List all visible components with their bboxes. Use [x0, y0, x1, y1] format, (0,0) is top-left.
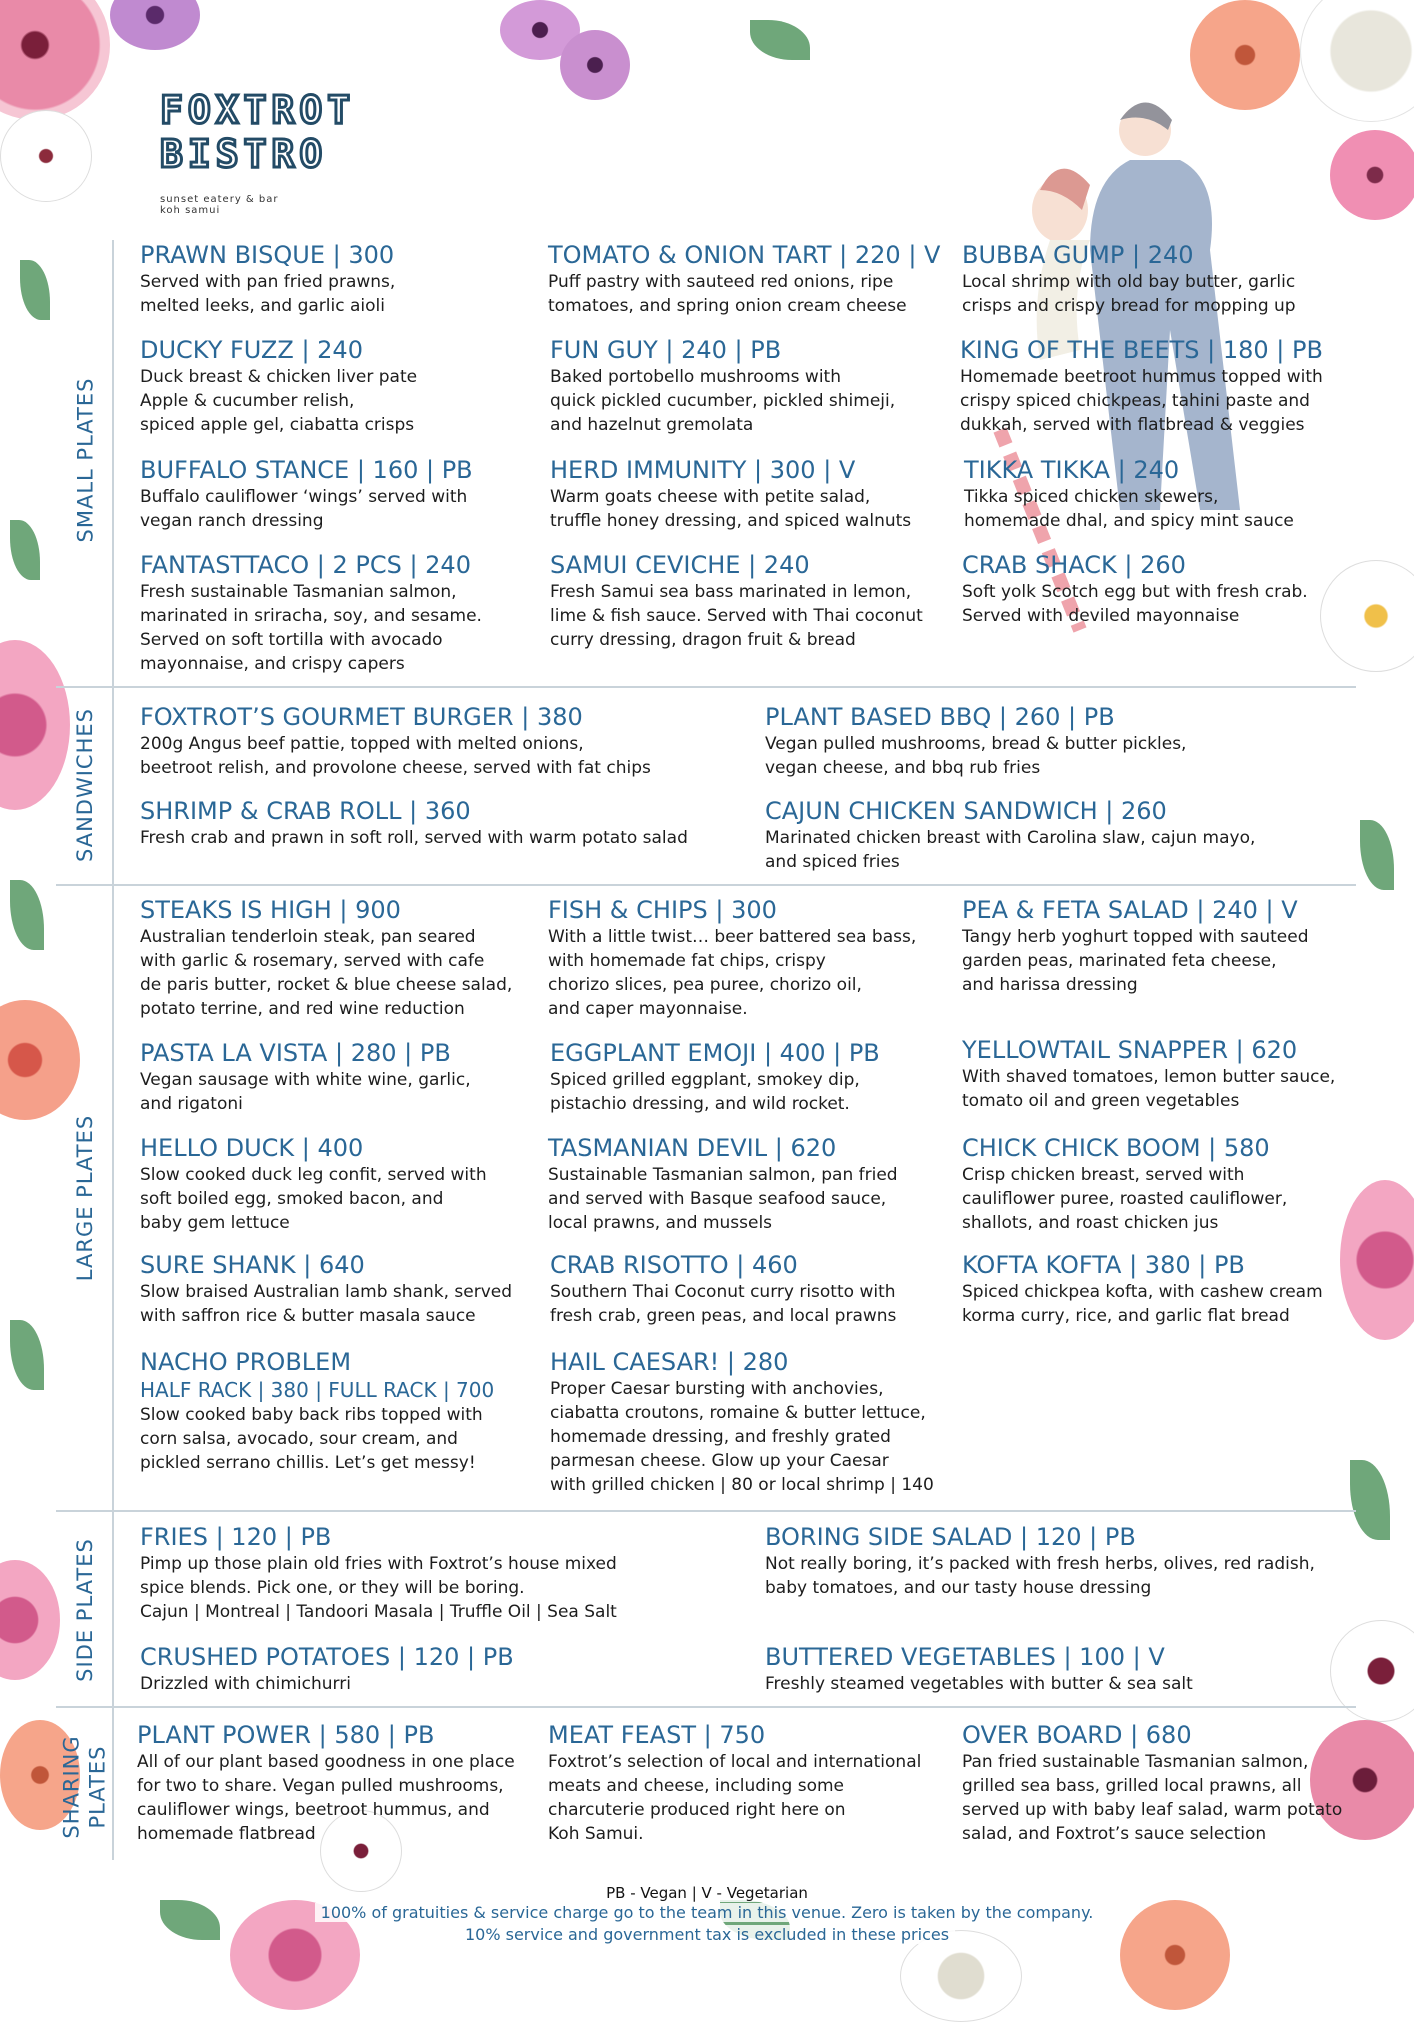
- item-description: Fresh crab and prawn in soft roll, served with warm potato salad: [140, 828, 688, 848]
- leaf-decoration: [20, 260, 50, 320]
- large-plates-label: LARGE PLATES: [73, 1114, 97, 1281]
- item-title: TASMANIAN DEVIL | 620: [548, 1134, 837, 1162]
- item-title: STEAKS IS HIGH | 900: [140, 896, 401, 924]
- item-title: BUFFALO STANCE | 160 | PB: [140, 456, 473, 484]
- item-description: Served with pan fried prawns, melted leeks, and garlic aioli: [140, 272, 396, 316]
- flower-decoration: [1340, 1180, 1414, 1340]
- flower-decoration: [1320, 560, 1414, 672]
- item-description: Vegan sausage with white wine, garlic, and rigatoni: [140, 1070, 471, 1114]
- item-description: Proper Caesar bursting with anchovies, ciabatta croutons, romaine & butter lettuce, homemade dressing, and freshly grated parmesan cheese. Glow up your Caesar with grilled chicken | 80 or local shrimp | 140: [550, 1379, 934, 1495]
- item-description: Not really boring, it’s packed with fresh herbs, olives, red radish, baby tomatoes, and our tasty house dressing: [765, 1554, 1315, 1598]
- menu-item: [962, 240, 1296, 318]
- item-description: Marinated chicken breast with Carolina slaw, cajun mayo, and spiced fries: [765, 828, 1256, 872]
- menu-item: [140, 1250, 512, 1328]
- menu-item: [765, 1522, 1315, 1600]
- item-description: Tangy herb yoghurt topped with sauteed garden peas, marinated feta cheese, and harissa dressing: [962, 927, 1309, 995]
- item-description: Fresh sustainable Tasmanian salmon, marinated in sriracha, soy, and sesame. Served on soft tortilla with avocado mayonnaise, and crispy capers: [140, 582, 482, 674]
- item-title: PRAWN BISQUE | 300: [140, 241, 395, 269]
- menu-item: [548, 240, 940, 318]
- item-title: EGGPLANT EMOJI | 400 | PB: [550, 1039, 880, 1067]
- menu-item: [550, 455, 911, 533]
- side-plates-label: SIDE PLATES: [73, 1538, 97, 1682]
- item-title: SURE SHANK | 640: [140, 1251, 365, 1279]
- item-title: BUTTERED VEGETABLES | 100 | V: [765, 1643, 1165, 1671]
- item-title: CRAB SHACK | 260: [962, 551, 1186, 579]
- menu-item: [140, 1642, 514, 1696]
- flower-decoration: [1300, 0, 1414, 122]
- menu-item: [140, 1038, 471, 1116]
- leaf-decoration: [10, 1320, 44, 1390]
- menu-item: [550, 335, 895, 437]
- item-title: CRUSHED POTATOES | 120 | PB: [140, 1643, 514, 1671]
- menu-item: [765, 702, 1186, 780]
- item-title: KING OF THE BEETS | 180 | PB: [960, 336, 1323, 364]
- item-description: Slow braised Australian lamb shank, served with saffron rice & butter masala sauce: [140, 1282, 513, 1326]
- item-description: Homemade beetroot hummus topped with crispy spiced chickpeas, tahini paste and dukkah, served with flatbread & veggies: [960, 367, 1323, 435]
- item-description: With a little twist… beer battered sea bass, with homemade fat chips, crispy chorizo slices, pea puree, chorizo oil, and caper mayonnaise.: [548, 927, 917, 1019]
- item-description: Southern Thai Coconut curry risotto with fresh crab, green peas, and local prawns: [550, 1282, 897, 1326]
- section-label-side-plates: [60, 1515, 110, 1705]
- menu-item: [140, 1522, 617, 1624]
- menu-footer: [0, 1884, 1414, 1946]
- section-label-sharing-plates: [60, 1712, 110, 1862]
- flower-decoration: [110, 0, 200, 50]
- item-title: MEAT FEAST | 750: [548, 1721, 766, 1749]
- flower-decoration: [0, 1560, 60, 1680]
- item-description: Drizzled with chimichurri: [140, 1674, 351, 1694]
- brand-name-line1: FOXTROT: [160, 88, 356, 132]
- menu-item: [140, 895, 512, 1021]
- leaf-decoration: [1360, 820, 1394, 890]
- item-description: Pan fried sustainable Tasmanian salmon, grilled sea bass, grilled local prawns, all served up with baby leaf salad, warm potato salad, and Foxtrot’s sauce selection: [962, 1752, 1343, 1844]
- item-description: Pimp up those plain old fries with Foxtrot’s house mixed spice blends. Pick one, or they will be boring. Cajun | Montreal | Tandoori Masala | Truffle Oil | Sea Salt: [140, 1554, 617, 1622]
- item-title: BORING SIDE SALAD | 120 | PB: [765, 1523, 1136, 1551]
- menu-item: [962, 1133, 1287, 1235]
- menu-item: [550, 1250, 896, 1328]
- item-description: Duck breast & chicken liver pate Apple & cucumber relish, spiced apple gel, ciabatta crisps: [140, 367, 418, 435]
- diet-legend: PB - Vegan | V - Vegetarian: [600, 1884, 814, 1902]
- leaf-decoration: [750, 20, 810, 60]
- section-divider: [56, 1510, 1356, 1512]
- item-title: SHRIMP & CRAB ROLL | 360: [140, 797, 471, 825]
- item-description: Vegan pulled mushrooms, bread & butter pickles, vegan cheese, and bbq rub fries: [765, 734, 1187, 778]
- flower-decoration: [560, 30, 630, 100]
- item-title: TOMATO & ONION TART | 220 | V: [548, 241, 941, 269]
- item-description: Fresh Samui sea bass marinated in lemon, lime & fish sauce. Served with Thai coconut curry dressing, dragon fruit & bread: [550, 582, 923, 650]
- item-title: DUCKY FUZZ | 240: [140, 336, 363, 364]
- item-title: FISH & CHIPS | 300: [548, 896, 777, 924]
- menu-item: [140, 335, 417, 437]
- item-title: CRAB RISOTTO | 460: [550, 1251, 798, 1279]
- item-subtitle: HALF RACK | 380 | FULL RACK | 700: [140, 1378, 495, 1402]
- menu-item: [548, 1720, 921, 1846]
- item-title: FUN GUY | 240 | PB: [550, 336, 782, 364]
- menu-item: [548, 1133, 898, 1235]
- item-title: YELLOWTAIL SNAPPER | 620: [962, 1036, 1298, 1064]
- item-description: Foxtrot’s selection of local and international meats and cheese, including some charcuterie produced right here on Koh Samui.: [548, 1752, 922, 1844]
- item-description: Freshly steamed vegetables with butter & sea salt: [765, 1674, 1193, 1694]
- item-description: Soft yolk Scotch egg but with fresh crab. Served with deviled mayonnaise: [962, 582, 1308, 626]
- item-description: Buffalo cauliflower ‘wings’ served with vegan ranch dressing: [140, 487, 468, 531]
- menu-item: [960, 335, 1323, 437]
- menu-item: [140, 550, 482, 676]
- menu-item: [550, 1038, 880, 1116]
- gratuity-note: 100% of gratuities & service charge go to the team in this venue. Zero is taken by the company.: [315, 1903, 1100, 1922]
- item-title: HERD IMMUNITY | 300 | V: [550, 456, 856, 484]
- item-title: OVER BOARD | 680: [962, 1721, 1192, 1749]
- item-title: CHICK CHICK BOOM | 580: [962, 1134, 1270, 1162]
- menu-item: [765, 1642, 1193, 1696]
- item-description: Local shrimp with old bay butter, garlic crisps and crispy bread for mopping up: [962, 272, 1296, 316]
- item-description: With shaved tomatoes, lemon butter sauce, tomato oil and green vegetables: [962, 1067, 1336, 1111]
- menu-item: [140, 796, 688, 850]
- item-description: Australian tenderloin steak, pan seared with garlic & rosemary, served with cafe de paris butter, rocket & blue cheese salad, potato terrine, and red wine reduction: [140, 927, 513, 1019]
- item-title: FOXTROT’S GOURMET BURGER | 380: [140, 703, 583, 731]
- tax-note: 10% service and government tax is excluded in these prices: [459, 1925, 955, 1944]
- item-description: Warm goats cheese with petite salad, truffle honey dressing, and spiced walnuts: [550, 487, 912, 531]
- flower-decoration: [1330, 130, 1414, 220]
- sharing-plates-label: [59, 1735, 111, 1838]
- item-title: CAJUN CHICKEN SANDWICH | 260: [765, 797, 1167, 825]
- brand-name-line2: BISTRO: [160, 132, 328, 176]
- item-description: Puff pastry with sauteed red onions, ripe tomatoes, and spring onion cream cheese: [548, 272, 907, 316]
- item-description: Baked portobello mushrooms with quick pickled cucumber, pickled shimeji, and hazelnut gremolata: [550, 367, 896, 435]
- item-description: Spiced chickpea kofta, with cashew cream korma curry, rice, and garlic flat bread: [962, 1282, 1323, 1326]
- section-divider: [56, 686, 1356, 688]
- item-title: HELLO DUCK | 400: [140, 1134, 364, 1162]
- brand-logo: [160, 88, 355, 216]
- item-title: FRIES | 120 | PB: [140, 1523, 332, 1551]
- menu-item: [962, 1250, 1323, 1328]
- item-description: Crisp chicken breast, served with cauliflower puree, roasted cauliflower, shallots, and roast chicken jus: [962, 1165, 1288, 1233]
- item-title: PLANT POWER | 580 | PB: [137, 1721, 435, 1749]
- sandwiches-label: SANDWICHES: [73, 708, 98, 862]
- leaf-decoration: [10, 880, 44, 950]
- menu-item: [962, 1035, 1335, 1113]
- flower-decoration: [0, 0, 110, 120]
- menu-item: [962, 895, 1309, 997]
- brand-tagline: sunset eatery & bar: [160, 194, 279, 205]
- small-plates-label: SMALL PLATES: [73, 377, 97, 543]
- item-title: PEA & FETA SALAD | 240 | V: [962, 896, 1298, 924]
- menu-item: [137, 1720, 515, 1846]
- menu-item: [140, 1133, 487, 1235]
- menu-item: [550, 550, 923, 652]
- section-label-large-plates: [60, 890, 110, 1505]
- menu-item: [140, 240, 395, 318]
- leaf-decoration: [10, 520, 40, 580]
- leaf-decoration: [1350, 1460, 1390, 1540]
- flower-decoration: [0, 110, 92, 202]
- item-description: Tikka spiced chicken skewers, homemade dhal, and spicy mint sauce: [964, 487, 1294, 531]
- item-description: Sustainable Tasmanian salmon, pan fried and served with Basque seafood sauce, local prawns, and mussels: [548, 1165, 898, 1233]
- sharing-line1: SHARING: [60, 1735, 85, 1839]
- sharing-line2: PLATES: [86, 1745, 111, 1829]
- item-title: KOFTA KOFTA | 380 | PB: [962, 1251, 1245, 1279]
- item-description: 200g Angus beef pattie, topped with melted onions, beetroot relish, and provolone cheese, served with fat chips: [140, 734, 651, 778]
- menu-item: [962, 550, 1308, 628]
- item-title: PLANT BASED BBQ | 260 | PB: [765, 703, 1115, 731]
- item-description: Slow cooked duck leg confit, served with soft boiled egg, smoked bacon, and baby gem lettuce: [140, 1165, 487, 1233]
- item-title: SAMUI CEVICHE | 240: [550, 551, 810, 579]
- item-title: PASTA LA VISTA | 280 | PB: [140, 1039, 451, 1067]
- section-label-small-plates: [60, 240, 110, 680]
- menu-item: [962, 1720, 1342, 1846]
- section-label-sandwiches: [60, 690, 110, 880]
- menu-item: [140, 702, 651, 780]
- item-title: FANTASTTACO | 2 PCS | 240: [140, 551, 471, 579]
- menu-item: [964, 455, 1294, 533]
- flower-decoration: [1190, 0, 1300, 110]
- menu-item: [548, 895, 916, 1021]
- item-description: Spiced grilled eggplant, smokey dip, pistachio dressing, and wild rocket.: [550, 1070, 860, 1114]
- menu-item: [550, 1347, 934, 1497]
- item-title: TIKKA TIKKA | 240: [964, 456, 1180, 484]
- item-title: HAIL CAESAR! | 280: [550, 1348, 789, 1376]
- section-divider: [56, 1706, 1356, 1708]
- menu-item: [765, 796, 1255, 874]
- item-description: Slow cooked baby back ribs topped with corn salsa, avocado, sour cream, and pickled serrano chillis. Let’s get messy!: [140, 1405, 483, 1473]
- menu-item: [140, 1347, 494, 1475]
- item-title: BUBBA GUMP | 240: [962, 241, 1194, 269]
- item-description: All of our plant based goodness in one place for two to share. Vegan pulled mushrooms, cauliflower wings, beetroot hummus, and homemade flatbread: [137, 1752, 515, 1844]
- brand-location: koh samui: [160, 205, 221, 216]
- menu-item: [140, 455, 473, 533]
- item-title: NACHO PROBLEM: [140, 1348, 352, 1376]
- section-divider: [56, 884, 1356, 886]
- section-vertical-rule: [112, 240, 114, 1860]
